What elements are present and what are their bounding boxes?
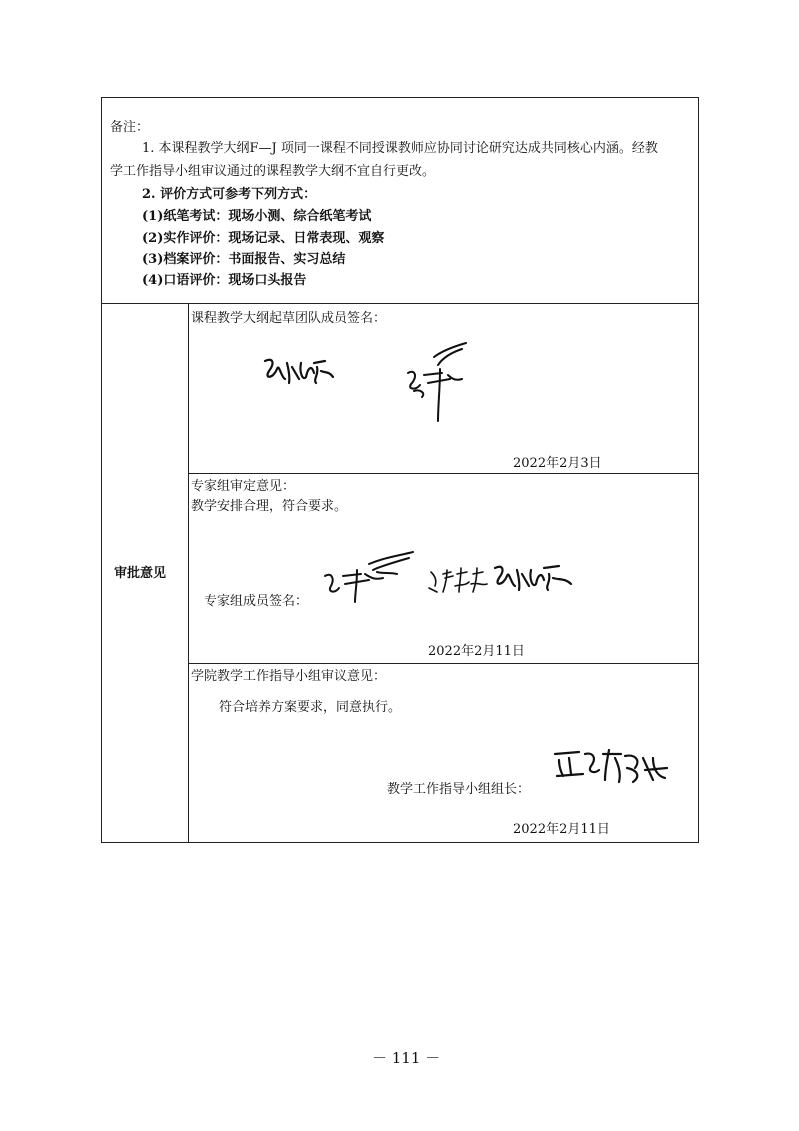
committee-cell (188, 663, 699, 843)
committee-opinion: 符合培养方案要求，同意执行。 (219, 700, 402, 715)
handwritten-signature-3 (489, 556, 579, 598)
method-item: (1)纸笔考试：现场小测、综合纸笔考试 (142, 209, 372, 224)
drafting-title: 课程教学大纲起草团队成员签名： (191, 311, 387, 326)
page-number: － 111 － (372, 1049, 441, 1067)
expert-cell (188, 473, 699, 664)
expert-signer-label: 专家组成员签名： (204, 594, 309, 609)
method-item: (2)实作评价：现场记录、日常表现、观察 (142, 231, 385, 246)
committee-title: 学院教学工作指导小组审议意见： (191, 669, 387, 684)
method-item: (3)档案评价：书面报告、实习总结 (142, 252, 346, 267)
note-item-1-cont: 学工作指导小组审议通过的课程教学大纲不宜自行更改。 (110, 164, 436, 179)
approval-label-cell (101, 303, 189, 843)
committee-leader-label: 教学工作指导小组组长： (387, 782, 531, 797)
notes-heading: 备注： (110, 120, 150, 135)
handwritten-signature-2 (425, 564, 489, 596)
note-item-1: 1. 本课程教学大纲F—J 项同一课程不同授课教师应协同讨论研究达成共同核心内涵。经教 (142, 141, 658, 156)
handwritten-signature-1 (259, 349, 339, 389)
drafting-date: 2022年2月3日 (513, 456, 602, 471)
note-item-2: 2. 评价方式可参考下列方式： (142, 187, 317, 202)
expert-date: 2022年2月11日 (428, 644, 525, 659)
approval-label: 审批意见 (114, 566, 167, 581)
expert-opinion: 教学安排合理，符合要求。 (191, 499, 348, 514)
drafting-cell (188, 303, 699, 474)
handwritten-signature-2 (394, 339, 484, 429)
expert-title: 专家组审定意见： (191, 479, 296, 494)
notes-box (101, 97, 699, 304)
method-item: (4)口语评价：现场口头报告 (142, 273, 307, 288)
handwritten-signature-leader (549, 744, 675, 790)
committee-date: 2022年2月11日 (513, 822, 610, 837)
handwritten-signature-1 (317, 548, 417, 606)
